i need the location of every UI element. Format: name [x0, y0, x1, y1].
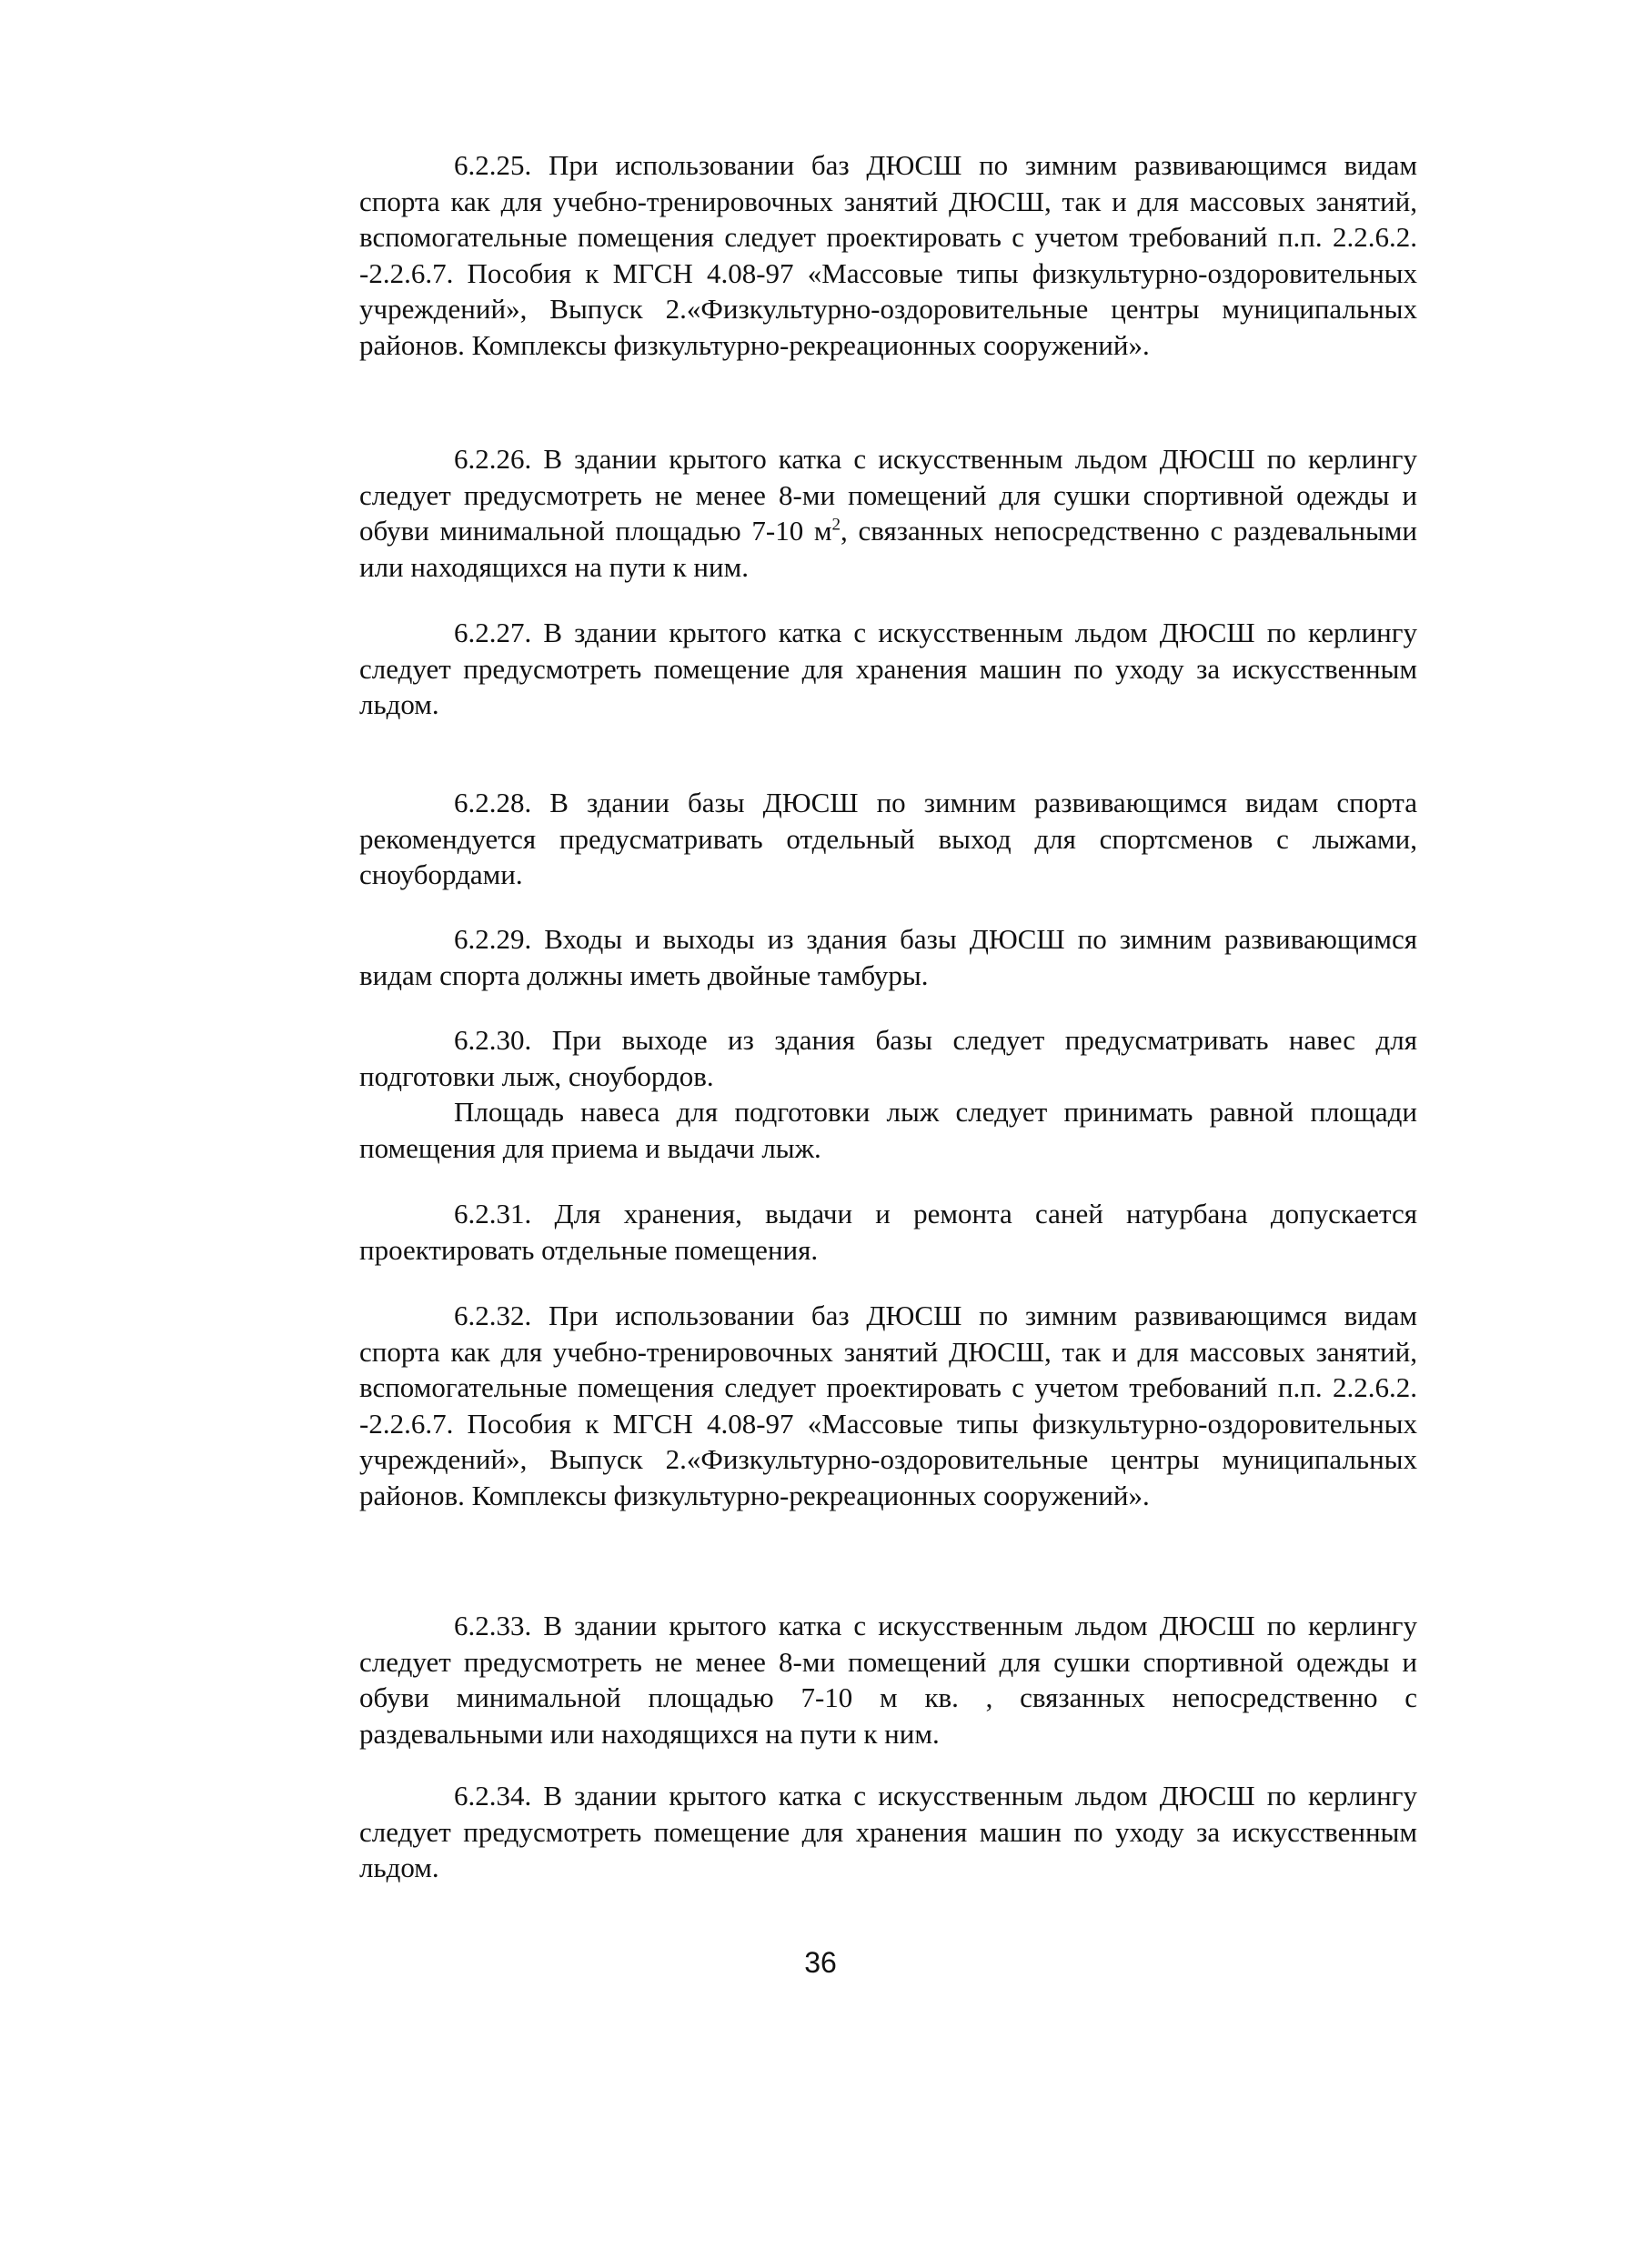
superscript: 2 [831, 515, 841, 535]
paragraph-text-part: 6.2.26. В здании крытого катка с искусственным льдом ДЮСШ по керлингу следует предусмотреть не менее 8-ми помещений для сушки спортивной одежды и обуви минимальной площадью 7-10 м [359, 443, 1417, 547]
clause-6-2-27 [359, 615, 1417, 723]
paragraph-text: 6.2.32. При использовании баз ДЮСШ по зимним развивающимся видам спорта как для учебно-тренировочных занятий ДЮСШ, так и для массовых занятий, вспомогательные помещения следует проектировать с учетом требований п.п. 2.2.6.2. -2.2.6.7. Пособия к МГСН 4.08-97 «Массовые типы физкультурно-оздоровительных учреждений», Выпуск 2.«Физкультурно-оздоровительные центры муниципальных районов. Комплексы физкультурно-рекреационных сооружений». [359, 1300, 1417, 1511]
clause-6-2-33 [359, 1608, 1417, 1751]
clause-6-2-34 [359, 1778, 1417, 1886]
clause-6-2-26 [359, 441, 1417, 585]
clause-6-2-29 [359, 921, 1417, 993]
paragraph-text: 6.2.27. В здании крытого катка с искусственным льдом ДЮСШ по керлингу следует предусмотреть помещение для хранения машин по уходу за искусственным льдом. [359, 617, 1417, 720]
clause-6-2-32 [359, 1298, 1417, 1513]
page-number: 36 [804, 1946, 837, 1979]
paragraph-text: 6.2.33. В здании крытого катка с искусственным льдом ДЮСШ по керлингу следует предусмотреть не менее 8-ми помещений для сушки спортивной одежды и обуви минимальной площадью 7-10 м кв. , связанных непосредственно с раздевальными или находящихся на пути к ним. [359, 1610, 1417, 1750]
paragraph-text [359, 441, 1417, 585]
clause-6-2-25 [359, 147, 1417, 363]
paragraph-text: 6.2.30. При выходе из здания базы следует предусматривать навес для подготовки лыж, сноубордов. [359, 1024, 1417, 1092]
paragraph-text: 6.2.28. В здании базы ДЮСШ по зимним развивающимся видам спорта рекомендуется предусматривать отдельный выход для спортсменов с лыжами, сноубордами. [359, 787, 1417, 890]
paragraph-text: 6.2.31. Для хранения, выдачи и ремонта саней натурбана допускается проектировать отдельные помещения. [359, 1198, 1417, 1266]
paragraph-text: 6.2.29. Входы и выходы из здания базы ДЮСШ по зимним развивающимся видам спорта должны иметь двойные тамбуры. [359, 923, 1417, 991]
paragraph-text-part: , связанных непосредственно с раздевальными или находящихся на пути к ним. [359, 515, 1417, 583]
paragraph-text: Площадь навеса для подготовки лыж следует принимать равной площади помещения для приема и выдачи лыж. [359, 1096, 1417, 1164]
paragraph-text: 6.2.34. В здании крытого катка с искусственным льдом ДЮСШ по керлингу следует предусмотреть помещение для хранения машин по уходу за искусственным льдом. [359, 1780, 1417, 1883]
clause-6-2-30 [359, 1022, 1417, 1166]
paragraph-text: 6.2.25. При использовании баз ДЮСШ по зимним развивающимся видам спорта как для учебно-тренировочных занятий ДЮСШ, так и для массовых занятий, вспомогательные помещения следует проектировать с учетом требований п.п. 2.2.6.2. -2.2.6.7. Пособия к МГСН 4.08-97 «Массовые типы физкультурно-оздоровительных учреждений», Выпуск 2.«Физкультурно-оздоровительные центры муниципальных районов. Комплексы физкультурно-рекреационных сооружений». [359, 149, 1417, 361]
clause-6-2-28 [359, 785, 1417, 893]
clause-6-2-31 [359, 1196, 1417, 1268]
